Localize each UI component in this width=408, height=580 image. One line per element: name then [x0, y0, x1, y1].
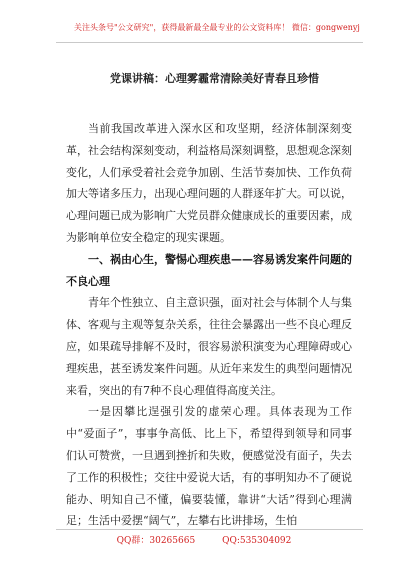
- page-footer: [0, 533, 408, 547]
- page-header: 关注头条号"公文研究"，获得最新最全最专业的公文资料库！ 微信：gongwenyj: [74, 23, 360, 32]
- body-paragraph: 青年个性独立、自主意识强，面对社会与体制个人与集体、客观与主观等复杂关系，往往会暴露出一些不良心理反应，如果疏导排解不及时，很容易淤积演变为心理障碍或心理疾患，甚至诱发案件问题。从近年来发生的典型问题情况来看，突出的有7种不良心理值得高度关注。: [66, 296, 352, 397]
- body-paragraph: 当前我国改革进入深水区和攻坚期，经济体制深刻变革，社会结构深刻变动，利益格局深刻调整，思想观念深刻变化，人们承受着社会竞争加剧、生活节奏加快、工作负荷加大等诸多压力，出现心理问题的人群逐年扩大。可以说，心理问题已成为影响广大党员群众健康成长的重要因素，成为影响单位安全稳定的现实课题。: [66, 122, 352, 244]
- footer-divider: [56, 529, 363, 530]
- header-divider: [56, 42, 363, 43]
- footer-qq: QQ:535304092: [222, 536, 292, 546]
- document-body: [66, 118, 352, 538]
- footer-qq-group: QQ群：30265665: [116, 536, 196, 546]
- body-paragraph: 一是因攀比逞强引发的虚荣心理。具体表现为工作中“爱面子”，事事争高低、比上下，希望得到领导和同事们认可赞赏，一旦遇到挫折和失败，便感觉没有面子，失去了工作的积极性；交往中爱说大话，有的事明知办不了硬说能办、明知自己不懂，偏要装懂，靠讲“大话”得到心理满足；生活中爱摆“阔气”，左攀右比讲排场，生怕: [66, 405, 352, 528]
- section-heading: 一、祸由心生，警惕心理疾患——容易诱发案件问题的不良心理: [66, 252, 352, 288]
- document-title: 党课讲稿：心理雾霾常清除美好青春且珍惜: [110, 72, 319, 85]
